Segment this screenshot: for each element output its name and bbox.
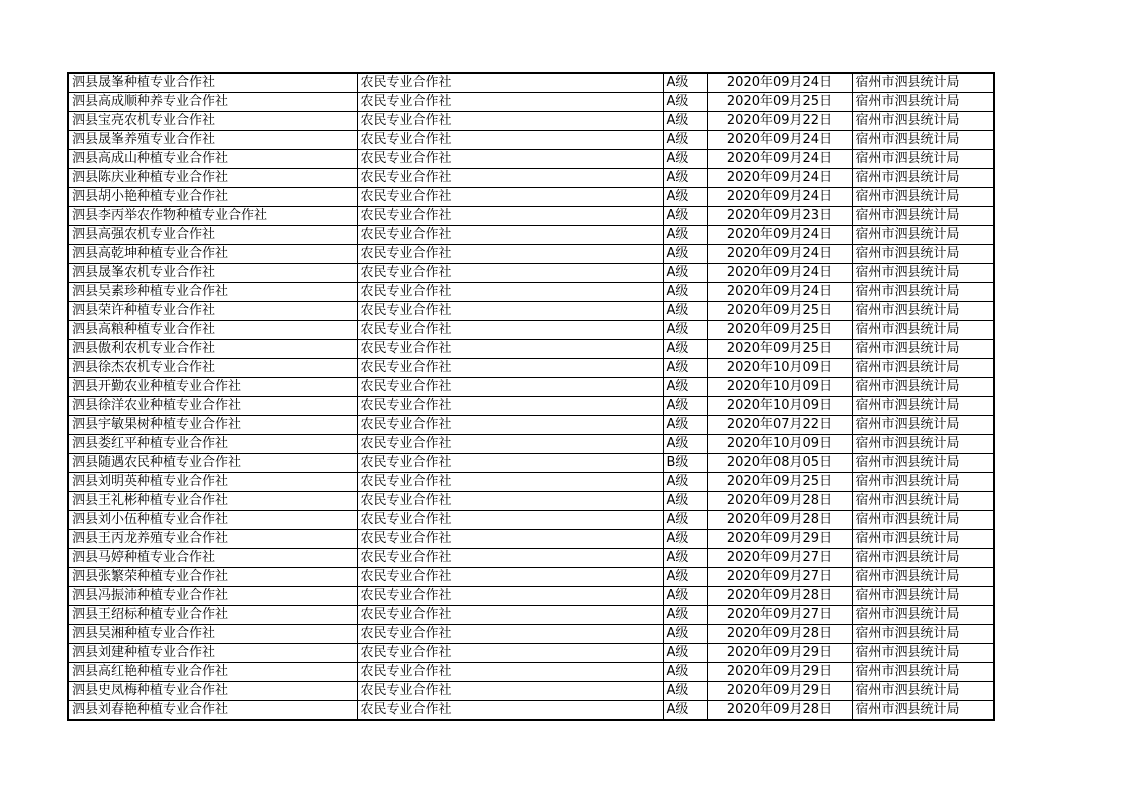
table-row [68, 492, 994, 511]
table-row [68, 606, 994, 625]
table-row [68, 454, 994, 473]
cell-entity-type: 农民专业合作社 [357, 226, 663, 245]
cell-entity-type: 农民专业合作社 [357, 530, 663, 549]
cell-cooperative-name: 泗县傲利农机专业合作社 [68, 340, 357, 359]
cell-date: 2020年09月29日 [707, 644, 852, 663]
cell-cooperative-name: 泗县刘小伍种植专业合作社 [68, 511, 357, 530]
cell-cooperative-name: 泗县徐洋农业种植专业合作社 [68, 397, 357, 416]
cell-cooperative-name: 泗县开勤农业种植专业合作社 [68, 378, 357, 397]
cell-entity-type: 农民专业合作社 [357, 644, 663, 663]
cell-authority: 宿州市泗县统计局 [852, 454, 994, 473]
cell-entity-type: 农民专业合作社 [357, 606, 663, 625]
cell-cooperative-name: 泗县晟峯养殖专业合作社 [68, 131, 357, 150]
cell-grade: A级 [663, 568, 707, 587]
cell-entity-type: 农民专业合作社 [357, 416, 663, 435]
cell-grade: A级 [663, 644, 707, 663]
table-row [68, 682, 994, 701]
table-body [68, 73, 994, 720]
table-row [68, 169, 994, 188]
table-row [68, 359, 994, 378]
cell-date: 2020年09月24日 [707, 245, 852, 264]
cell-cooperative-name: 泗县晟峯农机专业合作社 [68, 264, 357, 283]
cell-grade: A级 [663, 492, 707, 511]
cell-date: 2020年09月27日 [707, 606, 852, 625]
cell-authority: 宿州市泗县统计局 [852, 321, 994, 340]
cell-cooperative-name: 泗县高粮种植专业合作社 [68, 321, 357, 340]
cell-entity-type: 农民专业合作社 [357, 207, 663, 226]
cell-date: 2020年09月24日 [707, 283, 852, 302]
cell-cooperative-name: 泗县高成顺种养专业合作社 [68, 93, 357, 112]
cell-cooperative-name: 泗县王礼彬种植专业合作社 [68, 492, 357, 511]
cell-date: 2020年09月27日 [707, 549, 852, 568]
cell-cooperative-name: 泗县冯振沛种植专业合作社 [68, 587, 357, 606]
cell-entity-type: 农民专业合作社 [357, 93, 663, 112]
cell-grade: A级 [663, 340, 707, 359]
cell-entity-type: 农民专业合作社 [357, 473, 663, 492]
cell-date: 2020年09月29日 [707, 530, 852, 549]
cell-cooperative-name: 泗县宇敏果树种植专业合作社 [68, 416, 357, 435]
cell-date: 2020年09月22日 [707, 112, 852, 131]
cell-entity-type: 农民专业合作社 [357, 73, 663, 93]
table-row [68, 397, 994, 416]
cell-cooperative-name: 泗县史凤梅种植专业合作社 [68, 682, 357, 701]
cell-authority: 宿州市泗县统计局 [852, 435, 994, 454]
cell-grade: A级 [663, 169, 707, 188]
cell-entity-type: 农民专业合作社 [357, 549, 663, 568]
cell-date: 2020年09月25日 [707, 302, 852, 321]
cell-date: 2020年09月24日 [707, 131, 852, 150]
cell-grade: A级 [663, 112, 707, 131]
table-row [68, 245, 994, 264]
cell-cooperative-name: 泗县刘明英种植专业合作社 [68, 473, 357, 492]
cell-date: 2020年10月09日 [707, 359, 852, 378]
cell-authority: 宿州市泗县统计局 [852, 473, 994, 492]
cell-grade: A级 [663, 93, 707, 112]
cell-grade: A级 [663, 663, 707, 682]
cell-authority: 宿州市泗县统计局 [852, 701, 994, 721]
cell-authority: 宿州市泗县统计局 [852, 625, 994, 644]
cell-date: 2020年09月25日 [707, 473, 852, 492]
table-row [68, 378, 994, 397]
table-row [68, 549, 994, 568]
cell-grade: A级 [663, 302, 707, 321]
cell-cooperative-name: 泗县马婷种植专业合作社 [68, 549, 357, 568]
cell-cooperative-name: 泗县荣许种植专业合作社 [68, 302, 357, 321]
cell-grade: A级 [663, 606, 707, 625]
cell-authority: 宿州市泗县统计局 [852, 188, 994, 207]
cell-authority: 宿州市泗县统计局 [852, 340, 994, 359]
cell-cooperative-name: 泗县宝亮农机专业合作社 [68, 112, 357, 131]
table-row [68, 587, 994, 606]
cell-grade: A级 [663, 150, 707, 169]
table-row [68, 340, 994, 359]
cell-authority: 宿州市泗县统计局 [852, 644, 994, 663]
cell-date: 2020年09月28日 [707, 511, 852, 530]
cell-authority: 宿州市泗县统计局 [852, 549, 994, 568]
cell-authority: 宿州市泗县统计局 [852, 682, 994, 701]
table-row [68, 73, 994, 93]
cell-authority: 宿州市泗县统计局 [852, 264, 994, 283]
cell-authority: 宿州市泗县统计局 [852, 245, 994, 264]
cell-authority: 宿州市泗县统计局 [852, 169, 994, 188]
cell-date: 2020年09月28日 [707, 587, 852, 606]
table-row [68, 207, 994, 226]
cell-authority: 宿州市泗县统计局 [852, 131, 994, 150]
cell-date: 2020年07月22日 [707, 416, 852, 435]
cell-grade: A级 [663, 473, 707, 492]
cell-entity-type: 农民专业合作社 [357, 587, 663, 606]
cell-authority: 宿州市泗县统计局 [852, 492, 994, 511]
cell-cooperative-name: 泗县随遇农民种植专业合作社 [68, 454, 357, 473]
cell-cooperative-name: 泗县王绍标种植专业合作社 [68, 606, 357, 625]
cell-entity-type: 农民专业合作社 [357, 169, 663, 188]
table-row [68, 530, 994, 549]
table-row [68, 226, 994, 245]
cell-entity-type: 农民专业合作社 [357, 283, 663, 302]
cell-cooperative-name: 泗县李丙举农作物种植专业合作社 [68, 207, 357, 226]
cell-cooperative-name: 泗县王丙龙养殖专业合作社 [68, 530, 357, 549]
cell-date: 2020年09月24日 [707, 169, 852, 188]
cell-entity-type: 农民专业合作社 [357, 112, 663, 131]
cell-entity-type: 农民专业合作社 [357, 321, 663, 340]
cell-authority: 宿州市泗县统计局 [852, 663, 994, 682]
table-row [68, 321, 994, 340]
cell-cooperative-name: 泗县张繁荣种植专业合作社 [68, 568, 357, 587]
cell-authority: 宿州市泗县统计局 [852, 93, 994, 112]
cell-date: 2020年09月25日 [707, 321, 852, 340]
table-row [68, 131, 994, 150]
cell-cooperative-name: 泗县晟峯种植专业合作社 [68, 73, 357, 93]
cell-cooperative-name: 泗县高乾坤种植专业合作社 [68, 245, 357, 264]
cell-authority: 宿州市泗县统计局 [852, 207, 994, 226]
cell-authority: 宿州市泗县统计局 [852, 606, 994, 625]
cell-grade: A级 [663, 701, 707, 721]
cell-date: 2020年10月09日 [707, 378, 852, 397]
table-row [68, 663, 994, 682]
cell-entity-type: 农民专业合作社 [357, 150, 663, 169]
cell-grade: A级 [663, 682, 707, 701]
table-row [68, 416, 994, 435]
table-row [68, 150, 994, 169]
cell-date: 2020年09月29日 [707, 663, 852, 682]
table-row [68, 625, 994, 644]
table-row [68, 93, 994, 112]
cell-entity-type: 农民专业合作社 [357, 625, 663, 644]
cell-authority: 宿州市泗县统计局 [852, 73, 994, 93]
cell-entity-type: 农民专业合作社 [357, 492, 663, 511]
cell-entity-type: 农民专业合作社 [357, 701, 663, 721]
cooperative-rating-table [67, 72, 995, 721]
cell-authority: 宿州市泗县统计局 [852, 378, 994, 397]
cell-date: 2020年09月24日 [707, 73, 852, 93]
cell-entity-type: 农民专业合作社 [357, 435, 663, 454]
cell-date: 2020年09月24日 [707, 264, 852, 283]
cell-grade: A级 [663, 625, 707, 644]
cell-date: 2020年09月28日 [707, 492, 852, 511]
cell-entity-type: 农民专业合作社 [357, 397, 663, 416]
cell-cooperative-name: 泗县胡小艳种植专业合作社 [68, 188, 357, 207]
table-row [68, 644, 994, 663]
cell-entity-type: 农民专业合作社 [357, 245, 663, 264]
cell-entity-type: 农民专业合作社 [357, 302, 663, 321]
table-row [68, 188, 994, 207]
cell-date: 2020年09月28日 [707, 625, 852, 644]
table-row [68, 264, 994, 283]
cell-grade: A级 [663, 188, 707, 207]
table-row [68, 473, 994, 492]
cell-grade: A级 [663, 511, 707, 530]
table-row [68, 283, 994, 302]
cell-cooperative-name: 泗县吴湘种植专业合作社 [68, 625, 357, 644]
cell-grade: A级 [663, 359, 707, 378]
cell-authority: 宿州市泗县统计局 [852, 283, 994, 302]
cell-authority: 宿州市泗县统计局 [852, 568, 994, 587]
cell-date: 2020年09月25日 [707, 93, 852, 112]
cell-grade: A级 [663, 378, 707, 397]
cell-entity-type: 农民专业合作社 [357, 340, 663, 359]
cell-grade: A级 [663, 321, 707, 340]
cell-authority: 宿州市泗县统计局 [852, 112, 994, 131]
cell-authority: 宿州市泗县统计局 [852, 530, 994, 549]
cell-authority: 宿州市泗县统计局 [852, 397, 994, 416]
table-row [68, 701, 994, 721]
cell-grade: A级 [663, 416, 707, 435]
cell-grade: A级 [663, 530, 707, 549]
cell-cooperative-name: 泗县刘建种植专业合作社 [68, 644, 357, 663]
cell-grade: A级 [663, 245, 707, 264]
cell-authority: 宿州市泗县统计局 [852, 416, 994, 435]
cell-authority: 宿州市泗县统计局 [852, 587, 994, 606]
cell-cooperative-name: 泗县高成山种植专业合作社 [68, 150, 357, 169]
cell-grade: A级 [663, 549, 707, 568]
cell-grade: A级 [663, 587, 707, 606]
cell-entity-type: 农民专业合作社 [357, 454, 663, 473]
cell-entity-type: 农民专业合作社 [357, 568, 663, 587]
cell-date: 2020年10月09日 [707, 435, 852, 454]
cell-cooperative-name: 泗县吴素珍种植专业合作社 [68, 283, 357, 302]
cell-authority: 宿州市泗县统计局 [852, 302, 994, 321]
cell-grade: A级 [663, 131, 707, 150]
cell-entity-type: 农民专业合作社 [357, 188, 663, 207]
cell-entity-type: 农民专业合作社 [357, 264, 663, 283]
cell-grade: A级 [663, 73, 707, 93]
cell-grade: A级 [663, 207, 707, 226]
cell-authority: 宿州市泗县统计局 [852, 359, 994, 378]
cell-authority: 宿州市泗县统计局 [852, 150, 994, 169]
cell-date: 2020年09月24日 [707, 226, 852, 245]
cell-entity-type: 农民专业合作社 [357, 131, 663, 150]
cell-date: 2020年09月24日 [707, 150, 852, 169]
cell-cooperative-name: 泗县刘春艳种植专业合作社 [68, 701, 357, 721]
table-row [68, 302, 994, 321]
cell-cooperative-name: 泗县高红艳种植专业合作社 [68, 663, 357, 682]
cell-date: 2020年08月05日 [707, 454, 852, 473]
table-row [68, 112, 994, 131]
cell-authority: 宿州市泗县统计局 [852, 226, 994, 245]
cell-date: 2020年09月27日 [707, 568, 852, 587]
table-row [68, 511, 994, 530]
cell-date: 2020年09月25日 [707, 340, 852, 359]
cell-grade: A级 [663, 226, 707, 245]
cell-cooperative-name: 泗县高强农机专业合作社 [68, 226, 357, 245]
cell-date: 2020年09月29日 [707, 682, 852, 701]
cell-grade: B级 [663, 454, 707, 473]
cell-entity-type: 农民专业合作社 [357, 682, 663, 701]
cell-cooperative-name: 泗县陈庆业种植专业合作社 [68, 169, 357, 188]
cell-entity-type: 农民专业合作社 [357, 663, 663, 682]
cell-cooperative-name: 泗县徐杰农机专业合作社 [68, 359, 357, 378]
table-row [68, 435, 994, 454]
cell-grade: A级 [663, 397, 707, 416]
cell-entity-type: 农民专业合作社 [357, 378, 663, 397]
cell-authority: 宿州市泗县统计局 [852, 511, 994, 530]
cell-date: 2020年10月09日 [707, 397, 852, 416]
cell-cooperative-name: 泗县娄红平种植专业合作社 [68, 435, 357, 454]
table-row [68, 568, 994, 587]
cell-grade: A级 [663, 435, 707, 454]
cell-grade: A级 [663, 264, 707, 283]
cell-entity-type: 农民专业合作社 [357, 359, 663, 378]
cell-date: 2020年09月28日 [707, 701, 852, 721]
cell-grade: A级 [663, 283, 707, 302]
cell-date: 2020年09月24日 [707, 188, 852, 207]
cell-entity-type: 农民专业合作社 [357, 511, 663, 530]
cell-date: 2020年09月23日 [707, 207, 852, 226]
